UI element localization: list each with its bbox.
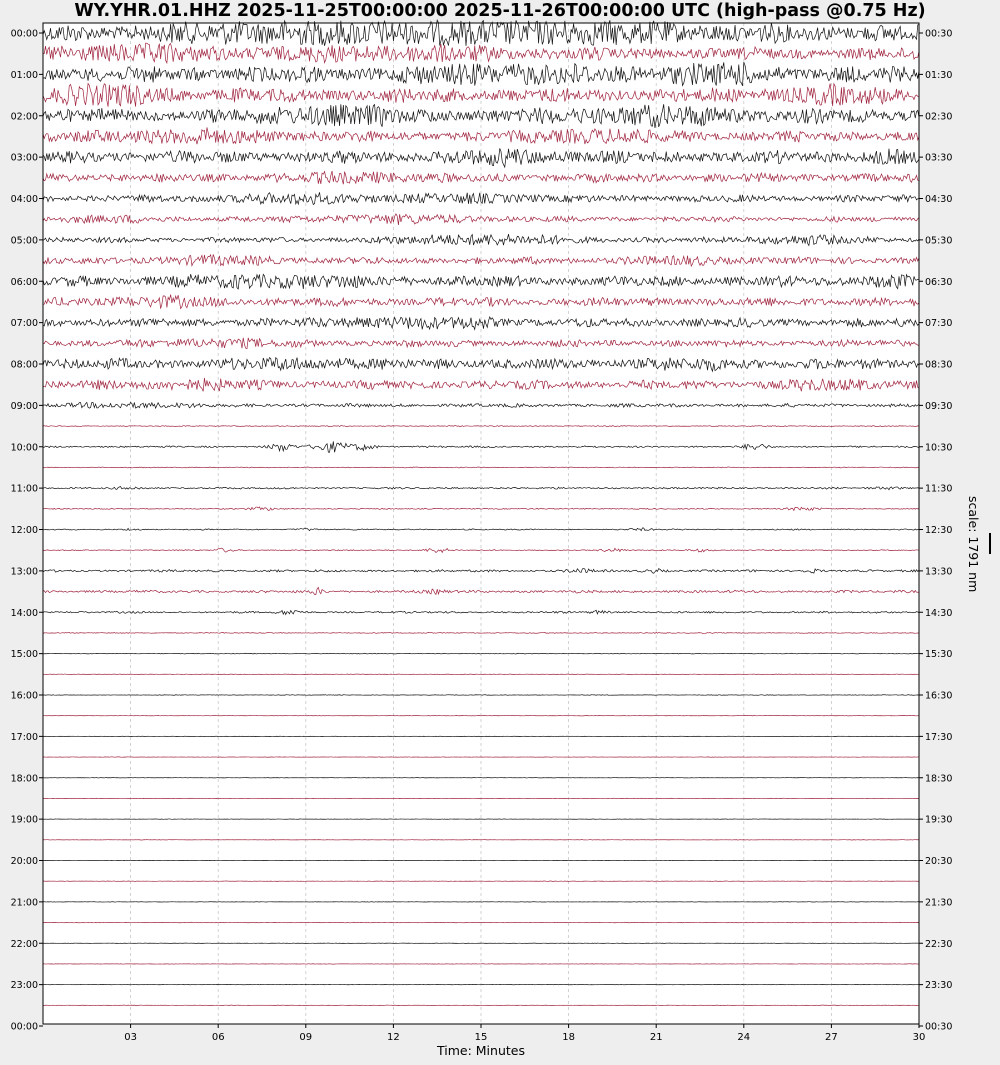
y-tick-label-left: 15:00 (10, 649, 38, 661)
y-tick-label-right: 01:30 (925, 69, 953, 81)
chart-title: WY.YHR.01.HHZ 2025-11-25T00:00:00 2025-11-26T00:00:00 UTC (high-pass @0.75 Hz) (74, 1, 926, 21)
x-tick-label: 18 (562, 1032, 575, 1043)
y-tick-label-left: 19:00 (10, 814, 38, 826)
y-tick-label-right: 08:30 (925, 359, 953, 371)
y-tick-label-right: 21:30 (925, 897, 953, 909)
x-tick-label: 24 (737, 1032, 751, 1043)
y-tick-label-right: 11:30 (925, 483, 953, 495)
y-tick-label-left: 23:00 (10, 980, 38, 992)
y-tick-label-left: 20:00 (10, 856, 38, 867)
y-tick-label-right: 03:30 (925, 152, 953, 164)
x-tick-label: 15 (474, 1032, 488, 1043)
scale-label: scale: 1791 nm (966, 496, 981, 593)
scale-bar (989, 533, 991, 554)
y-tick-label-left: 12:00 (10, 525, 38, 536)
x-tick-label: 21 (649, 1032, 663, 1043)
x-tick-label: 09 (299, 1032, 313, 1043)
y-tick-label-left: 00:00 (10, 28, 38, 40)
y-tick-label-left: 16:00 (10, 690, 38, 702)
x-axis-label: Time: Minutes (437, 1043, 525, 1058)
y-tick-label-right: 04:30 (925, 194, 953, 205)
y-tick-label-left: 02:00 (10, 111, 38, 123)
y-tick-label-right: 00:30 (925, 28, 953, 40)
y-tick-label-right: 15:30 (925, 649, 953, 661)
y-tick-label-right: 07:30 (925, 318, 953, 330)
y-tick-label-left: 22:00 (10, 938, 38, 950)
y-tick-label-right: 17:30 (925, 731, 953, 743)
x-tick-label: 30 (912, 1032, 926, 1043)
y-tick-label-right: 18:30 (925, 773, 953, 785)
y-tick-label-right: 02:30 (925, 111, 953, 123)
seismogram-trace (43, 674, 919, 675)
y-tick-label-left: 09:00 (10, 400, 38, 412)
y-tick-label-right: 09:30 (925, 400, 953, 412)
y-tick-label-right: 06:30 (925, 276, 953, 288)
y-tick-label-right: 05:30 (925, 235, 953, 247)
y-tick-label-left: 17:00 (10, 731, 38, 743)
y-tick-label-right: 12:30 (925, 525, 953, 536)
y-tick-label-right: 14:30 (925, 607, 953, 619)
y-tick-label-left: 04:00 (10, 194, 38, 205)
y-tick-label-right: 16:30 (925, 690, 953, 702)
x-tick-label: 03 (124, 1032, 137, 1043)
y-tick-label-right: 19:30 (925, 814, 953, 826)
y-tick-label-left: 08:00 (10, 359, 38, 371)
y-tick-label-right: 00:30 (925, 1021, 953, 1033)
y-tick-label-left: 07:00 (10, 318, 38, 330)
y-tick-label-left: 21:00 (10, 897, 38, 909)
y-tick-label-left: 18:00 (10, 773, 38, 785)
y-tick-label-left: 00:00 (10, 1021, 38, 1033)
x-tick-label: 06 (211, 1032, 225, 1043)
y-tick-label-left: 06:00 (10, 276, 38, 288)
y-tick-label-left: 11:00 (10, 483, 38, 495)
y-tick-label-right: 13:30 (925, 566, 953, 578)
x-tick-label: 27 (825, 1032, 838, 1043)
y-tick-label-right: 22:30 (925, 938, 953, 950)
y-tick-label-left: 05:00 (10, 235, 38, 247)
y-tick-label-right: 10:30 (925, 442, 953, 454)
y-tick-label-right: 23:30 (925, 980, 953, 992)
y-tick-label-right: 20:30 (925, 856, 953, 867)
y-tick-label-left: 13:00 (10, 566, 38, 578)
y-tick-label-left: 10:00 (10, 442, 38, 454)
y-tick-label-left: 03:00 (10, 152, 38, 164)
y-tick-label-left: 14:00 (10, 607, 38, 619)
y-tick-label-left: 01:00 (10, 69, 38, 81)
x-tick-label: 12 (387, 1032, 400, 1043)
